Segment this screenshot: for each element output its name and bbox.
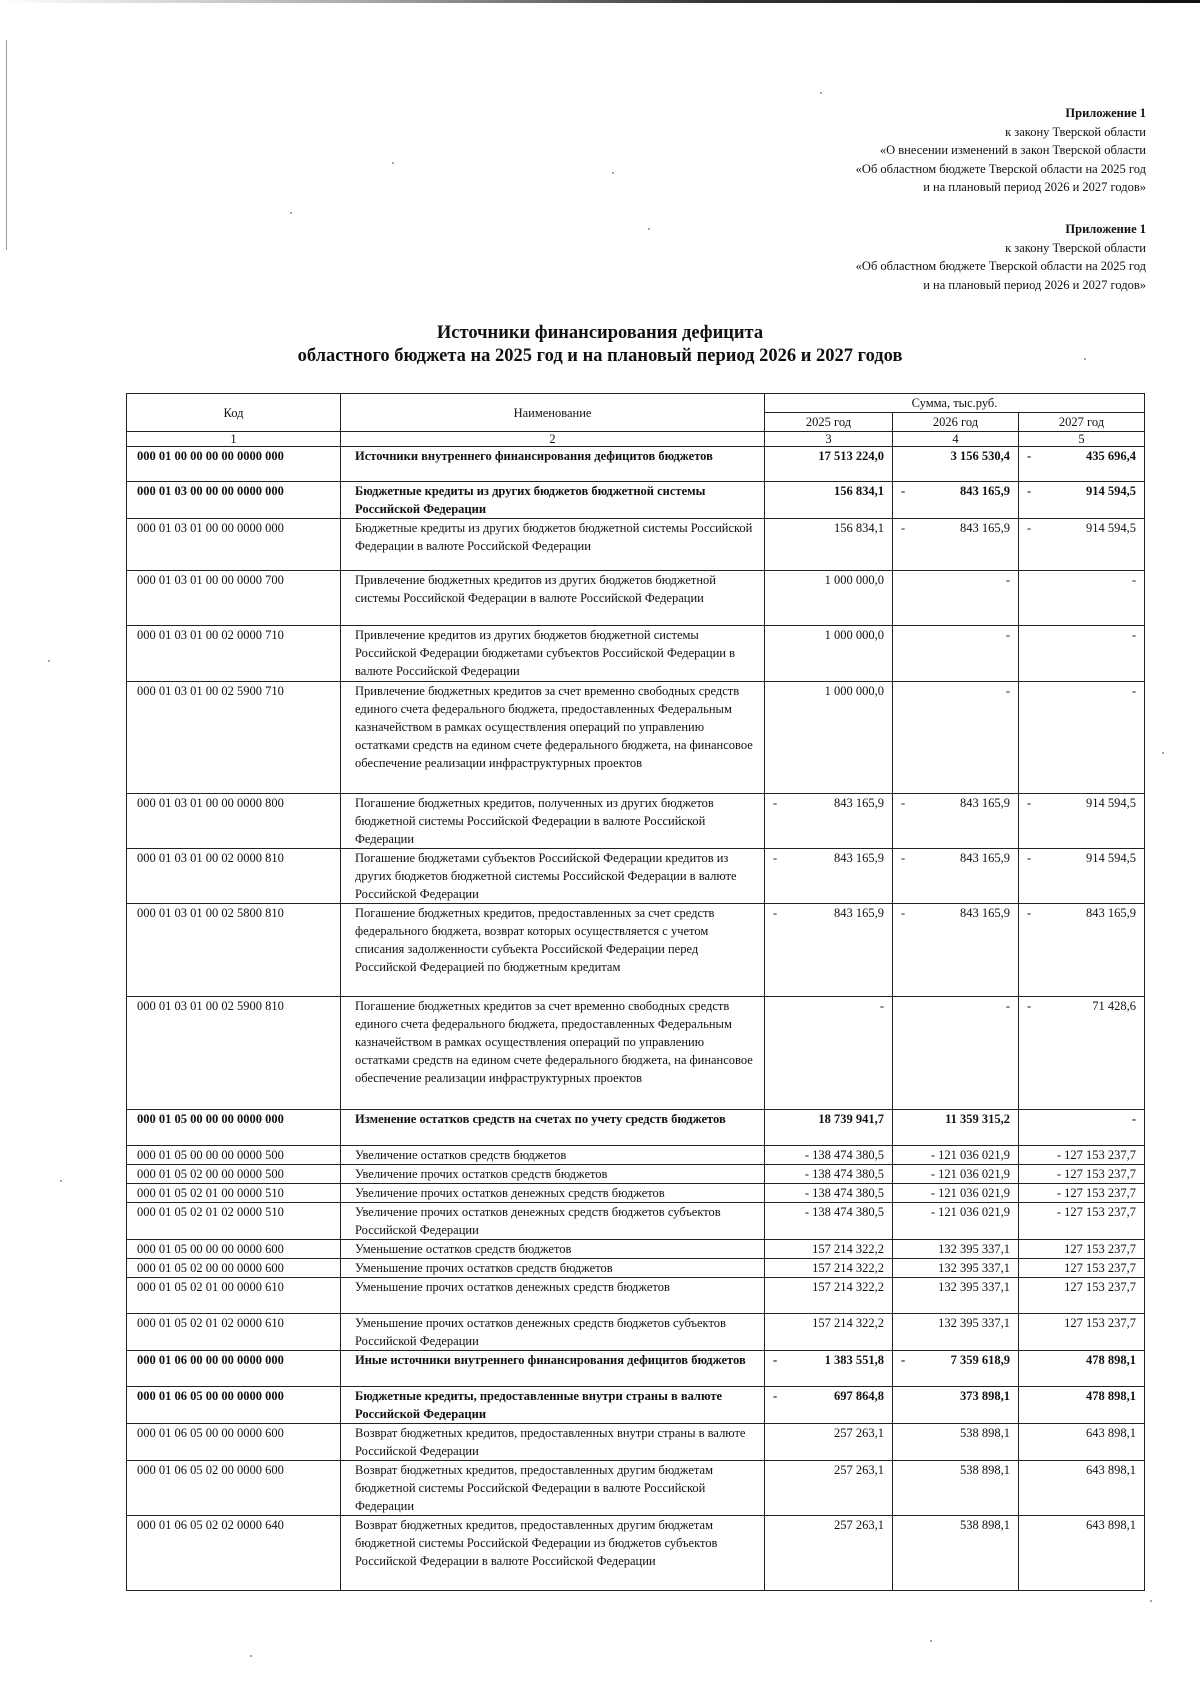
- cell-amount-2027: [1019, 794, 1145, 849]
- column-number: 2: [341, 432, 765, 447]
- amount-value: 132 395 337,1: [938, 1261, 1010, 1275]
- cell-amount-2027: [1019, 1461, 1145, 1516]
- cell-amount-2025: [765, 794, 893, 849]
- amount-value: 127 153 237,7: [1064, 1316, 1137, 1330]
- cell-name: Уменьшение прочих остатков денежных средств бюджетов субъектов Российской Федерации: [341, 1314, 765, 1351]
- minus-sign: -: [773, 1389, 778, 1403]
- cell-amount-2026: [893, 1240, 1019, 1259]
- amount-value: - 127 153 237,7: [1056, 1205, 1137, 1219]
- cell-code: 000 01 06 00 00 00 0000 000: [127, 1351, 341, 1387]
- table-row: [127, 1314, 1145, 1351]
- cell-amount-2026: [893, 626, 1019, 682]
- cell-amount-2025: [765, 1424, 893, 1461]
- table-row: [127, 794, 1145, 849]
- amount-value: 11 359 315,2: [945, 1112, 1010, 1126]
- cell-name: Погашение бюджетами субъектов Российской Федерации кредитов из других бюджетов бюджетной системы Российской Федерации в валюте Российской Федерации: [341, 849, 765, 904]
- appendix-amendment-line: «О внесении изменений в закон Тверской области: [879, 143, 1146, 157]
- cell-amount-2025: [765, 1146, 893, 1165]
- cell-amount-2027: [1019, 997, 1145, 1110]
- table-row: [127, 571, 1145, 626]
- cell-name: Увеличение прочих остатков средств бюджетов: [341, 1165, 765, 1184]
- cell-name: Возврат бюджетных кредитов, предоставленных другим бюджетам бюджетной системы Российской Федерации в валюте Российской Федерации: [341, 1461, 765, 1516]
- document-title-line-2: областного бюджета на 2025 год и на плановый период 2026 и 2027 годов: [297, 346, 903, 366]
- cell-code: 000 01 05 02 01 00 0000 510: [127, 1184, 341, 1203]
- cell-name: Возврат бюджетных кредитов, предоставленных внутри страны в валюте Российской Федерации: [341, 1424, 765, 1461]
- minus-sign: -: [901, 521, 906, 535]
- appendix-amendment-title: Приложение 1: [1065, 106, 1146, 120]
- cell-amount-2027: [1019, 1259, 1145, 1278]
- cell-amount-2027: [1019, 571, 1145, 626]
- amount-value: 257 263,1: [834, 1463, 884, 1477]
- cell-amount-2027: [1019, 1240, 1145, 1259]
- amount-value: 643 898,1: [1086, 1426, 1137, 1440]
- table-row: [127, 482, 1145, 519]
- amount-value: -: [1005, 573, 1010, 587]
- cell-name: Бюджетные кредиты из других бюджетов бюджетной системы Российской Федерации: [341, 482, 765, 519]
- amount-value: -: [879, 999, 884, 1013]
- amount-value: 132 395 337,1: [938, 1316, 1010, 1330]
- cell-amount-2026: [893, 1165, 1019, 1184]
- header-2026: 2026 год: [893, 413, 1019, 432]
- amount-value: 71 428,6: [1092, 999, 1137, 1013]
- amount-value: 156 834,1: [834, 484, 884, 498]
- table-row: [127, 1387, 1145, 1424]
- scan-speck: [290, 212, 292, 214]
- appendix-original-title: Приложение 1: [1065, 222, 1146, 236]
- minus-sign: -: [901, 851, 906, 865]
- cell-name: Привлечение бюджетных кредитов из других бюджетов бюджетной системы Российской Федерации в валюте Российской Федерации: [341, 571, 765, 626]
- amount-value: 538 898,1: [960, 1426, 1010, 1440]
- cell-amount-2025: [765, 1278, 893, 1314]
- amount-value: -: [1131, 1112, 1137, 1126]
- cell-amount-2025: [765, 1387, 893, 1424]
- table-row: [127, 1461, 1145, 1516]
- cell-amount-2025: [765, 1240, 893, 1259]
- cell-amount-2026: [893, 571, 1019, 626]
- cell-code: 000 01 05 02 01 02 0000 610: [127, 1314, 341, 1351]
- amount-value: - 121 036 021,9: [930, 1205, 1010, 1219]
- minus-sign: -: [1027, 999, 1032, 1013]
- amount-value: 127 153 237,7: [1064, 1261, 1137, 1275]
- amount-value: -: [1005, 684, 1010, 698]
- cell-amount-2027: [1019, 849, 1145, 904]
- cell-code: 000 01 03 01 00 02 0000 810: [127, 849, 341, 904]
- cell-amount-2025: [765, 519, 893, 571]
- cell-code: 000 01 05 00 00 00 0000 600: [127, 1240, 341, 1259]
- table-row: [127, 519, 1145, 571]
- table-row: [127, 1165, 1145, 1184]
- amount-value: 843 165,9: [960, 851, 1010, 865]
- minus-sign: -: [773, 906, 778, 920]
- cell-amount-2026: [893, 1516, 1019, 1591]
- amount-value: 914 594,5: [1086, 796, 1137, 810]
- amount-value: 127 153 237,7: [1064, 1242, 1137, 1256]
- cell-amount-2025: [765, 1351, 893, 1387]
- cell-name: Погашение бюджетных кредитов, полученных из других бюджетов бюджетной системы Российской Федерации в валюте Российской Федерации: [341, 794, 765, 849]
- table-row: [127, 1516, 1145, 1591]
- cell-code: 000 01 05 02 00 00 0000 600: [127, 1259, 341, 1278]
- cell-amount-2026: [893, 849, 1019, 904]
- appendix-amendment-line: «Об областном бюджете Тверской области на 2025 год: [855, 161, 1146, 176]
- cell-name: Погашение бюджетных кредитов за счет временно свободных средств единого счета федерального бюджета, предоставленных Федеральным казначейством в рамках осуществления операций по управлению остатками средств на едином счете федерального бюджета, на финансовое обеспечение реализации инфраструктурных проектов: [341, 997, 765, 1110]
- minus-sign: -: [1027, 906, 1032, 920]
- cell-amount-2025: [765, 997, 893, 1110]
- amount-value: 1 383 551,8: [824, 1353, 884, 1367]
- header-2027: 2027 год: [1019, 413, 1145, 432]
- cell-amount-2026: [893, 682, 1019, 794]
- cell-name: Увеличение остатков средств бюджетов: [341, 1146, 765, 1165]
- amount-value: 1 000 000,0: [824, 684, 884, 698]
- amount-value: 643 898,1: [1086, 1518, 1137, 1532]
- amount-value: 257 263,1: [834, 1518, 884, 1532]
- table-row: [127, 626, 1145, 682]
- cell-amount-2025: [765, 1314, 893, 1351]
- cell-amount-2026: [893, 447, 1019, 482]
- cell-amount-2027: [1019, 904, 1145, 997]
- cell-amount-2027: [1019, 1387, 1145, 1424]
- appendix-amendment-line: и на плановый период 2026 и 2027 годов»: [923, 180, 1146, 194]
- amount-value: - 138 474 380,5: [804, 1205, 884, 1219]
- appendix-amendment-line: к закону Тверской области: [1005, 124, 1146, 139]
- scan-speck: [60, 1180, 62, 1182]
- cell-amount-2027: [1019, 1424, 1145, 1461]
- cell-code: 000 01 03 00 00 00 0000 000: [127, 482, 341, 519]
- amount-value: 157 214 322,2: [812, 1316, 884, 1330]
- table-row: [127, 997, 1145, 1110]
- cell-name: Привлечение бюджетных кредитов за счет временно свободных средств единого счета федерального бюджета, предоставленных Федеральным казначейством в рамках осуществления операций по управлению остатками средств на едином счете федерального бюджета, на финансовое обеспечение реализации инфраструктурных проектов: [341, 682, 765, 794]
- amount-value: 697 864,8: [834, 1389, 884, 1403]
- amount-value: 156 834,1: [834, 521, 884, 535]
- cell-amount-2026: [893, 1203, 1019, 1240]
- cell-amount-2025: [765, 1203, 893, 1240]
- amount-value: - 127 153 237,7: [1056, 1167, 1137, 1181]
- amount-value: 1 000 000,0: [824, 573, 884, 587]
- cell-amount-2025: [765, 1110, 893, 1146]
- amount-value: 373 898,1: [960, 1389, 1010, 1403]
- financing-sources-table: [126, 393, 1145, 1591]
- amount-value: 3 156 530,4: [950, 449, 1010, 463]
- amount-value: 843 165,9: [834, 906, 884, 920]
- appendix-original-line: «Об областном бюджете Тверской области на 2025 год: [855, 259, 1146, 273]
- amount-value: 914 594,5: [1086, 851, 1137, 865]
- table-row: [127, 904, 1145, 997]
- cell-amount-2027: [1019, 626, 1145, 682]
- column-number: 3: [765, 432, 893, 447]
- cell-code: 000 01 03 01 00 02 0000 710: [127, 626, 341, 682]
- amount-value: - 121 036 021,9: [930, 1167, 1010, 1181]
- scan-speck: [820, 92, 822, 94]
- cell-amount-2027: [1019, 1110, 1145, 1146]
- header-code: Код: [127, 394, 341, 432]
- cell-amount-2027: [1019, 519, 1145, 571]
- cell-amount-2027: [1019, 1351, 1145, 1387]
- cell-name: Увеличение прочих остатков денежных средств бюджетов: [341, 1184, 765, 1203]
- cell-amount-2027: [1019, 482, 1145, 519]
- cell-amount-2026: [893, 1259, 1019, 1278]
- amount-value: 157 214 322,2: [812, 1280, 884, 1294]
- amount-value: 538 898,1: [960, 1463, 1010, 1477]
- amount-value: 18 739 941,7: [818, 1112, 884, 1126]
- cell-name: Привлечение кредитов из других бюджетов бюджетной системы Российской Федерации бюджетами субъектов Российской Федерации в валюте Российской Федерации: [341, 626, 765, 682]
- header-2025: 2025 год: [765, 413, 893, 432]
- minus-sign: -: [773, 796, 778, 810]
- scan-speck: [648, 228, 650, 230]
- amount-value: -: [1005, 999, 1010, 1013]
- cell-code: 000 01 03 01 00 00 0000 000: [127, 519, 341, 571]
- table-row: [127, 1184, 1145, 1203]
- cell-amount-2025: [765, 1184, 893, 1203]
- document-title-line-1: Источники финансирования дефицита: [436, 323, 764, 343]
- cell-code: 000 01 06 05 02 02 0000 640: [127, 1516, 341, 1591]
- cell-amount-2025: [765, 1165, 893, 1184]
- cell-amount-2027: [1019, 1184, 1145, 1203]
- cell-amount-2027: [1019, 447, 1145, 482]
- amount-value: - 127 153 237,7: [1056, 1186, 1137, 1200]
- amount-value: 843 165,9: [960, 484, 1010, 498]
- table-row: [127, 1424, 1145, 1461]
- cell-amount-2027: [1019, 1203, 1145, 1240]
- cell-amount-2026: [893, 1461, 1019, 1516]
- table-row: [127, 1146, 1145, 1165]
- scan-speck: [1162, 752, 1164, 754]
- cell-amount-2026: [893, 519, 1019, 571]
- amount-value: - 121 036 021,9: [930, 1186, 1010, 1200]
- cell-amount-2025: [765, 1461, 893, 1516]
- minus-sign: -: [901, 1353, 906, 1367]
- minus-sign: -: [773, 1353, 778, 1367]
- amount-value: 7 359 618,9: [950, 1353, 1010, 1367]
- scan-speck: [1150, 1600, 1152, 1602]
- cell-code: 000 01 06 05 00 00 0000 000: [127, 1387, 341, 1424]
- amount-value: 843 165,9: [960, 906, 1010, 920]
- amount-value: 843 165,9: [960, 796, 1010, 810]
- table-row: [127, 1259, 1145, 1278]
- appendix-original-line: к закону Тверской области: [1005, 240, 1146, 255]
- cell-amount-2027: [1019, 682, 1145, 794]
- cell-code: 000 01 05 02 00 00 0000 500: [127, 1165, 341, 1184]
- cell-amount-2027: [1019, 1278, 1145, 1314]
- amount-value: 1 000 000,0: [824, 628, 884, 642]
- cell-code: 000 01 00 00 00 00 0000 000: [127, 447, 341, 482]
- amount-value: 478 898,1: [1086, 1389, 1137, 1403]
- appendix-original-line: и на плановый период 2026 и 2027 годов»: [923, 277, 1146, 292]
- scan-speck: [392, 162, 394, 164]
- document-title: [0, 322, 1200, 368]
- amount-value: 643 898,1: [1086, 1463, 1137, 1477]
- cell-amount-2025: [765, 849, 893, 904]
- amount-value: - 127 153 237,7: [1056, 1148, 1137, 1162]
- table-row: [127, 1278, 1145, 1314]
- cell-name: Погашение бюджетных кредитов, предоставленных за счет средств федерального бюджета, возврат которых осуществляется с учетом списания задолженности субъекта Российской Федерации перед Российской Федерацией по бюджетным кредитам: [341, 904, 765, 997]
- cell-amount-2026: [893, 997, 1019, 1110]
- column-number: 5: [1019, 432, 1145, 447]
- cell-amount-2027: [1019, 1314, 1145, 1351]
- cell-amount-2025: [765, 447, 893, 482]
- minus-sign: -: [773, 851, 778, 865]
- amount-value: 127 153 237,7: [1064, 1280, 1137, 1294]
- header-name: Наименование: [341, 394, 765, 432]
- amount-value: 257 263,1: [834, 1426, 884, 1440]
- amount-value: - 138 474 380,5: [804, 1186, 884, 1200]
- table-body: [127, 447, 1145, 1591]
- minus-sign: -: [1027, 796, 1032, 810]
- cell-name: Бюджетные кредиты, предоставленные внутри страны в валюте Российской Федерации: [341, 1387, 765, 1424]
- minus-sign: -: [1027, 484, 1032, 498]
- cell-code: 000 01 03 01 00 02 5900 810: [127, 997, 341, 1110]
- scan-speck: [250, 1655, 252, 1657]
- table-row: [127, 849, 1145, 904]
- cell-amount-2026: [893, 1146, 1019, 1165]
- cell-amount-2027: [1019, 1165, 1145, 1184]
- column-number: 1: [127, 432, 341, 447]
- cell-name: Уменьшение остатков средств бюджетов: [341, 1240, 765, 1259]
- cell-name: Бюджетные кредиты из других бюджетов бюджетной системы Российской Федерации в валюте Российской Федерации: [341, 519, 765, 571]
- minus-sign: -: [1027, 521, 1032, 535]
- amount-value: - 138 474 380,5: [804, 1167, 884, 1181]
- cell-amount-2026: [893, 1424, 1019, 1461]
- header-sum: Сумма, тыс.руб.: [765, 394, 1145, 413]
- cell-amount-2025: [765, 904, 893, 997]
- scan-speck: [930, 1640, 932, 1642]
- cell-name: Иные источники внутреннего финансирования дефицитов бюджетов: [341, 1351, 765, 1387]
- cell-code: 000 01 03 01 00 00 0000 800: [127, 794, 341, 849]
- cell-amount-2027: [1019, 1146, 1145, 1165]
- appendix-amendment-block: [856, 104, 1146, 197]
- amount-value: 843 165,9: [960, 521, 1010, 535]
- amount-value: -: [1131, 573, 1137, 587]
- cell-amount-2026: [893, 904, 1019, 997]
- cell-amount-2025: [765, 626, 893, 682]
- cell-amount-2025: [765, 571, 893, 626]
- cell-code: 000 01 05 02 01 02 0000 510: [127, 1203, 341, 1240]
- minus-sign: -: [901, 906, 906, 920]
- table-row: [127, 1110, 1145, 1146]
- cell-name: Источники внутреннего финансирования дефицитов бюджетов: [341, 447, 765, 482]
- cell-code: 000 01 05 00 00 00 0000 500: [127, 1146, 341, 1165]
- cell-name: Возврат бюджетных кредитов, предоставленных другим бюджетам бюджетной системы Российской Федерации из бюджетов субъектов Российской Федерации в валюте Российской Федерации: [341, 1516, 765, 1591]
- cell-amount-2027: [1019, 1516, 1145, 1591]
- cell-amount-2026: [893, 1387, 1019, 1424]
- amount-value: 843 165,9: [834, 796, 884, 810]
- table-row: [127, 447, 1145, 482]
- cell-amount-2025: [765, 482, 893, 519]
- scan-speck: [48, 660, 50, 662]
- cell-code: 000 01 03 01 00 00 0000 700: [127, 571, 341, 626]
- amount-value: 17 513 224,0: [818, 449, 884, 463]
- minus-sign: -: [1027, 449, 1032, 463]
- amount-value: 132 395 337,1: [938, 1280, 1010, 1294]
- amount-value: - 138 474 380,5: [804, 1148, 884, 1162]
- scan-edge-left: [6, 40, 7, 250]
- cell-code: 000 01 06 05 02 00 0000 600: [127, 1461, 341, 1516]
- amount-value: 157 214 322,2: [812, 1242, 884, 1256]
- cell-amount-2025: [765, 1259, 893, 1278]
- cell-amount-2026: [893, 794, 1019, 849]
- amount-value: 843 165,9: [1086, 906, 1137, 920]
- amount-value: - 121 036 021,9: [930, 1148, 1010, 1162]
- amount-value: 843 165,9: [834, 851, 884, 865]
- cell-code: 000 01 06 05 00 00 0000 600: [127, 1424, 341, 1461]
- cell-amount-2026: [893, 482, 1019, 519]
- table-row: [127, 1351, 1145, 1387]
- minus-sign: -: [1027, 851, 1032, 865]
- cell-amount-2026: [893, 1184, 1019, 1203]
- amount-value: 435 696,4: [1086, 449, 1137, 463]
- column-number: 4: [893, 432, 1019, 447]
- scan-edge-top: [0, 0, 1200, 3]
- cell-name: Увеличение прочих остатков денежных средств бюджетов субъектов Российской Федерации: [341, 1203, 765, 1240]
- cell-amount-2026: [893, 1110, 1019, 1146]
- table-row: [127, 682, 1145, 794]
- amount-value: 478 898,1: [1086, 1353, 1137, 1367]
- cell-amount-2025: [765, 682, 893, 794]
- cell-name: Изменение остатков средств на счетах по учету средств бюджетов: [341, 1110, 765, 1146]
- minus-sign: -: [901, 796, 906, 810]
- cell-code: 000 01 05 02 01 00 0000 610: [127, 1278, 341, 1314]
- amount-value: 157 214 322,2: [812, 1261, 884, 1275]
- amount-value: -: [1005, 628, 1010, 642]
- amount-value: 914 594,5: [1086, 484, 1137, 498]
- minus-sign: -: [901, 484, 906, 498]
- cell-code: 000 01 05 00 00 00 0000 000: [127, 1110, 341, 1146]
- cell-amount-2026: [893, 1278, 1019, 1314]
- cell-amount-2025: [765, 1516, 893, 1591]
- amount-value: 914 594,5: [1086, 521, 1137, 535]
- amount-value: -: [1131, 684, 1137, 698]
- cell-amount-2026: [893, 1314, 1019, 1351]
- amount-value: 538 898,1: [960, 1518, 1010, 1532]
- amount-value: 132 395 337,1: [938, 1242, 1010, 1256]
- cell-code: 000 01 03 01 00 02 5800 810: [127, 904, 341, 997]
- table-row: [127, 1240, 1145, 1259]
- table-row: [127, 1203, 1145, 1240]
- amount-value: -: [1131, 628, 1137, 642]
- scan-speck: [612, 172, 614, 174]
- cell-name: Уменьшение прочих остатков денежных средств бюджетов: [341, 1278, 765, 1314]
- cell-code: 000 01 03 01 00 02 5900 710: [127, 682, 341, 794]
- cell-name: Уменьшение прочих остатков средств бюджетов: [341, 1259, 765, 1278]
- appendix-original-block: [856, 220, 1146, 294]
- cell-amount-2026: [893, 1351, 1019, 1387]
- scan-speck: [1084, 358, 1086, 360]
